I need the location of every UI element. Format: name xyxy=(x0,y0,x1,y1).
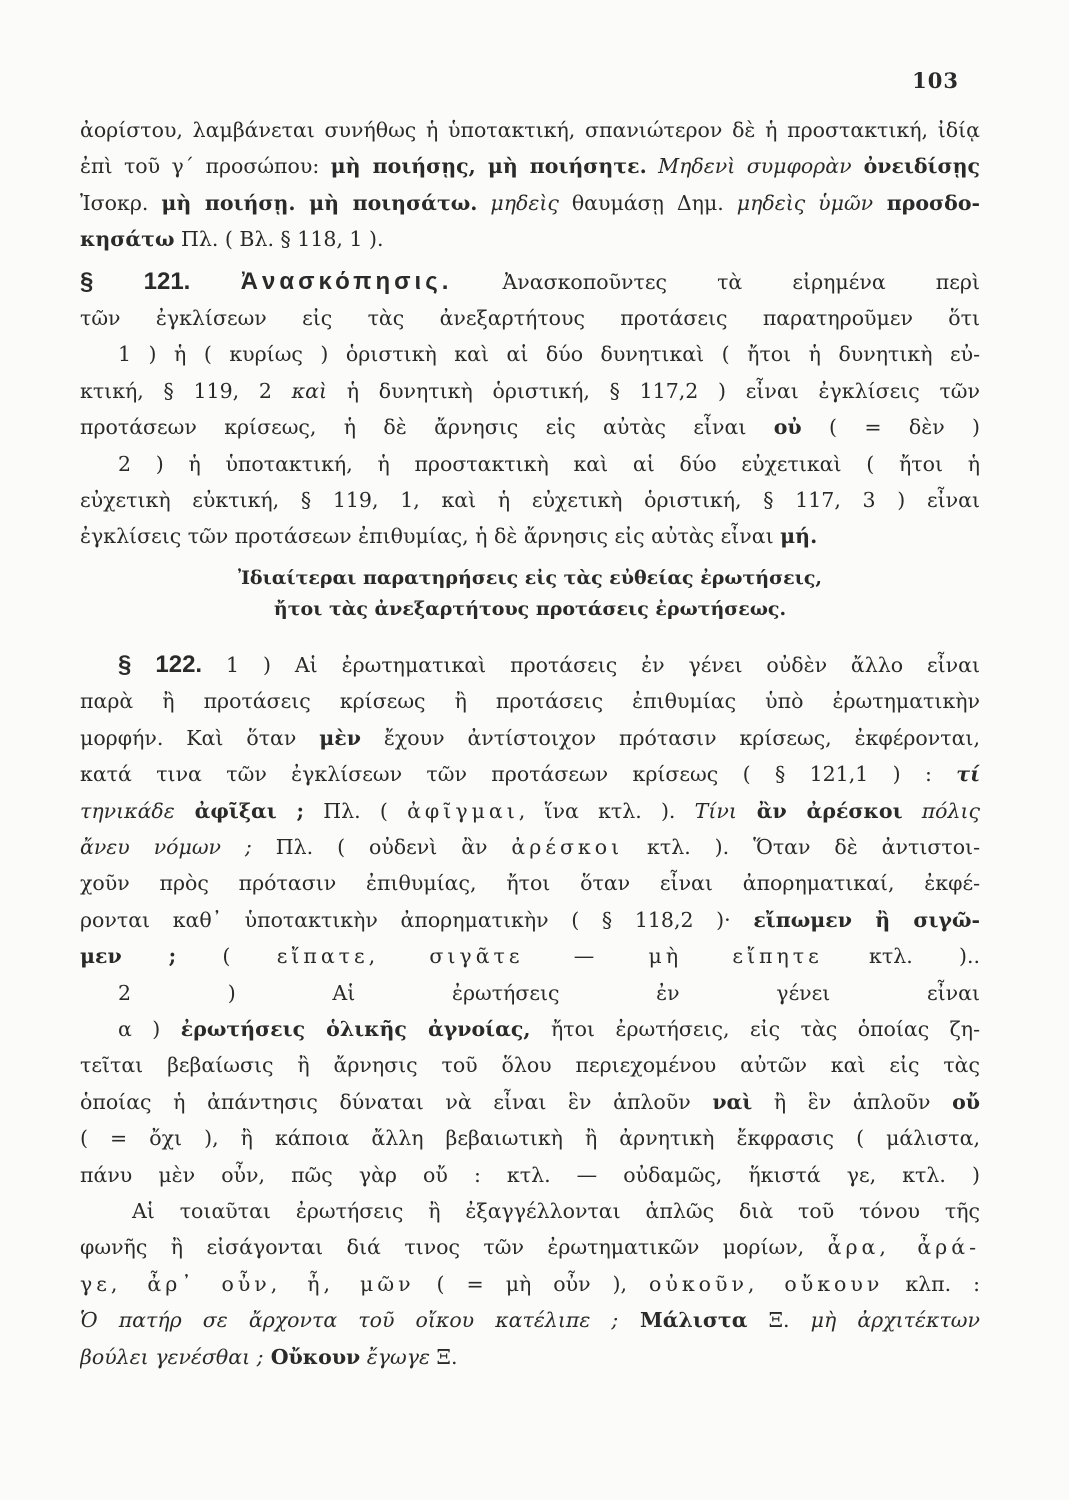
text-segment: μὴ ἀρχιτέκτων xyxy=(810,1308,980,1333)
text-segment: ἀφῖγμαι xyxy=(407,798,519,823)
text-segment: ἂν ἀρέσκοι xyxy=(736,798,903,823)
text-segment: ἐρωτήσεις ὁλικῆς ἀγνοίας, xyxy=(180,1016,531,1041)
text-segment: 2 ) ἡ ὑποτακτική, ἡ προστακτικὴ καὶ αἱ δύο εὐχετικαὶ ( ἤτοι ἡ xyxy=(118,451,980,476)
text-segment: κτική, § 119, 2 xyxy=(80,378,292,403)
text-segment: μηδεὶς xyxy=(477,190,559,215)
text-segment: Πλ. ( οὐδενὶ ἂν xyxy=(251,834,512,859)
text-segment: μὴ ποιήσῃ. μὴ ποιησάτω. xyxy=(161,190,478,215)
text-segment: ἄνευ νόμων ; xyxy=(80,834,252,859)
text-line xyxy=(80,264,980,300)
text-segment: πόλις xyxy=(902,798,980,823)
intro-paragraph xyxy=(80,112,980,258)
text-segment: μή. xyxy=(780,524,818,549)
text-segment: Αἱ τοιαῦται ἐρωτήσεις ἢ ἐξαγγέλλονται ἁπλῶς διὰ τοῦ τόνου τῆς xyxy=(132,1198,980,1223)
section-heading xyxy=(80,563,980,625)
text-line xyxy=(80,683,980,719)
text-segment: Μάλιστα xyxy=(618,1308,748,1333)
text-segment: 1 ) Αἱ ἐρωτηματικαὶ προτάσεις ἐν γένει οὐδὲν ἄλλο εἶναι xyxy=(202,652,980,677)
text-line xyxy=(80,1266,980,1302)
text-segment: πάνυ μὲν οὖν, πῶς γὰρ οὔ : κτλ. — οὐδαμῶς, ἥκιστά γε, κτλ. ) xyxy=(80,1162,980,1187)
text-segment: ρονται καθ᾽ ὑποτακτικὴν ἀπορηματικὴν ( § 118,2 )· xyxy=(80,907,754,932)
text-line xyxy=(80,518,980,554)
section-122 xyxy=(80,647,980,1375)
text-segment: ἔχουν ἀντίστοιχον πρότασιν κρίσεως, ἐκφέρονται, xyxy=(360,725,980,750)
text-segment: Μηδενὶ συμφορὰν xyxy=(646,154,852,179)
heading-line-2: ἤτοι τὰς ἀνεξαρτήτους προτάσεις ἐρωτήσεως. xyxy=(273,597,787,620)
text-segment: ἐγκλίσεις τῶν προτάσεων ἐπιθυμίας, ἡ δὲ ἄρνησις εἰς αὐτὰς εἶναι xyxy=(80,524,781,549)
text-segment: εἴπατε, σιγᾶτε — μὴ εἴπητε xyxy=(276,944,823,969)
text-segment: μεν ; xyxy=(80,944,177,969)
text-segment: ἀορίστου, λαμβάνεται συνήθως ἡ ὑποτακτική, σπανιώτερον δὲ ἡ προστακτική, ἰδίᾳ xyxy=(80,118,980,142)
text-segment: ( = ὄχι ), ἢ κάποια ἄλλη βεβαιωτικὴ ἢ ἀρνητικὴ ἔκφρασις ( μάλιστα, xyxy=(80,1126,980,1151)
text-segment: καὶ xyxy=(291,378,327,403)
section-121 xyxy=(80,264,980,555)
text-segment: μὲν xyxy=(319,725,361,750)
text-segment: ἤτοι ἐρωτήσεις, εἰς τὰς ὁποίας ζη- xyxy=(530,1016,980,1041)
text-line xyxy=(80,1011,980,1047)
text-line xyxy=(80,482,980,518)
text-segment: θαυμάσῃ xyxy=(558,190,664,215)
text-line xyxy=(80,300,980,336)
text-segment: ( = μὴ οὖν ), xyxy=(414,1271,650,1296)
text-line xyxy=(80,975,980,1011)
text-segment: κτλ. ). Ὅταν δὲ ἀντιστοι- xyxy=(623,834,980,859)
page-body xyxy=(80,112,980,1375)
text-segment: κλπ. : xyxy=(883,1271,980,1296)
text-line xyxy=(80,793,980,829)
text-segment: α ) xyxy=(118,1016,181,1041)
text-segment: οὐκοῦν, οὔκουν xyxy=(649,1271,884,1296)
text-line xyxy=(80,148,980,184)
text-line xyxy=(80,829,980,865)
text-segment: κησάτω xyxy=(80,227,175,252)
text-segment: οὔ xyxy=(952,1089,980,1114)
text-segment: οὐ xyxy=(773,415,802,440)
text-segment: προτάσεων κρίσεως, ἡ δὲ ἄρνησις εἰς αὐτὰς εἶναι xyxy=(80,415,774,440)
text-segment: κατά τινα τῶν ἐγκλίσεων τῶν προτάσεων κρίσεως ( § 121,1 ) : xyxy=(80,762,957,787)
text-line xyxy=(80,902,980,938)
text-segment: ναὶ xyxy=(712,1089,753,1114)
text-segment: Ἰσοκρ. xyxy=(80,190,162,215)
text-segment: Τίνι xyxy=(694,798,737,823)
text-segment: φωνῆς ἢ εἰσάγονται διά τινος τῶν ἐρωτηματικῶν μορίων, xyxy=(80,1235,828,1260)
text-segment: Οὔκουν xyxy=(263,1344,361,1369)
text-segment: Ἀνασκοποῦντες τὰ εἰρημένα περὶ xyxy=(452,269,980,294)
text-segment: Ἀνασκόπησις. xyxy=(240,267,453,295)
text-segment: μηδεὶς ὑμῶν xyxy=(736,190,874,215)
text-line xyxy=(80,720,980,756)
text-segment: προσδο- xyxy=(873,190,980,215)
text-segment: τηνικάδε xyxy=(80,798,175,823)
text-segment: ὀνειδίσῃς xyxy=(851,154,980,179)
text-segment: χοῦν πρὸς πρότασιν ἐπιθυμίας, ἤτοι ὅταν εἶναι ἀπορηματικαί, ἐκφέ- xyxy=(80,871,980,896)
text-segment: παρὰ ἢ προτάσεις κρίσεως ἢ προτάσεις ἐπιθυμίας ὑπὸ ἐρωτηματικὴν xyxy=(80,689,980,714)
text-segment: , ἵνα κτλ. ). xyxy=(518,798,695,823)
text-segment: Ξ. xyxy=(747,1308,811,1333)
text-line xyxy=(80,1084,980,1120)
text-segment: Πλ. ( Βλ. § 118, 1 ). xyxy=(174,227,384,252)
text-segment: μὴ ποιήσῃς, μὴ ποιήσητε. xyxy=(330,154,647,179)
text-segment: ἔγωγε xyxy=(360,1344,431,1369)
text-segment: ἐπὶ τοῦ γ΄ προσώπου: xyxy=(80,154,331,179)
text-segment: 1 ) ἡ ( κυρίως ) ὁριστικὴ καὶ αἱ δύο δυνητικαὶ ( ἤτοι ἡ δυνητικὴ εὐ- xyxy=(118,342,980,367)
text-segment: Ὁ πατήρ σε ἄρχοντα τοῦ οἴκου κατέλιπε ; xyxy=(80,1308,619,1333)
text-segment: Πλ. ( xyxy=(304,798,408,823)
text-segment: ὁποίας ἡ ἀπάντησις δύναται νὰ εἶναι ἓν ἁπλοῦν xyxy=(80,1089,713,1114)
text-segment: βούλει γενέσθαι ; xyxy=(80,1344,264,1369)
text-segment: ἡ δυνητικὴ ὁριστική, § 117,2 ) εἶναι ἐγκλίσεις τῶν xyxy=(327,378,980,403)
text-line xyxy=(80,1047,980,1083)
text-segment: Δημ. xyxy=(663,190,737,215)
text-line xyxy=(80,409,980,445)
text-line xyxy=(80,1229,980,1265)
text-line xyxy=(80,1193,980,1229)
text-segment: τῶν ἐγκλίσεων εἰς τὰς ἀνεξαρτήτους προτάσεις παρατηροῦμεν ὅτι xyxy=(80,306,980,331)
text-line xyxy=(80,647,980,683)
page-number: 103 xyxy=(912,68,959,93)
text-segment: ἢ ἓν ἁπλοῦν xyxy=(752,1089,953,1114)
text-line xyxy=(80,112,980,148)
text-line xyxy=(80,221,980,257)
text-line xyxy=(80,756,980,792)
text-line xyxy=(80,938,980,974)
text-line xyxy=(80,865,980,901)
text-segment: εἴπωμεν ἢ σιγῶ- xyxy=(753,907,980,932)
text-segment: § 122. xyxy=(118,650,203,678)
text-line xyxy=(80,185,980,221)
text-segment: ( = δὲν ) xyxy=(801,415,980,440)
text-segment: μορφήν. Καὶ ὅταν xyxy=(80,725,320,750)
text-segment: ἆρα, ἆρά- xyxy=(827,1235,980,1260)
text-segment: τεῖται βεβαίωσις ἢ ἄρνησις τοῦ ὅλου περιεχομένου αὐτῶν καὶ εἰς τὰς xyxy=(80,1053,980,1078)
heading-line-1: Ἰδιαίτεραι παρατηρήσεις εἰς τὰς εὐθείας ἐρωτήσεις, xyxy=(237,566,823,589)
text-segment: κτλ. ).. xyxy=(822,944,980,969)
text-segment: ἀφῖξαι ; xyxy=(174,798,305,823)
text-line xyxy=(80,373,980,409)
text-segment: εὐχετικὴ εὐκτική, § 119, 1, καὶ ἡ εὐχετικὴ ὁριστική, § 117, 3 ) εἶναι xyxy=(80,488,980,513)
text-segment: ( xyxy=(176,944,277,969)
text-line xyxy=(80,1120,980,1156)
text-line xyxy=(80,1302,980,1338)
text-segment: 2 ) Αἱ ἐρωτήσεις ἐν γένει εἶναι xyxy=(118,980,980,1005)
text-line xyxy=(80,1339,980,1375)
text-segment: τί xyxy=(956,762,980,787)
text-segment: γε, ἆρ᾽ οὖν, ἦ, μῶν xyxy=(80,1271,415,1296)
text-segment: ἀρέσκοι xyxy=(511,834,624,859)
text-line xyxy=(80,336,980,372)
text-segment: § 121. xyxy=(80,267,241,295)
text-line xyxy=(80,446,980,482)
text-segment: Ξ. xyxy=(430,1344,458,1369)
text-line xyxy=(80,1157,980,1193)
